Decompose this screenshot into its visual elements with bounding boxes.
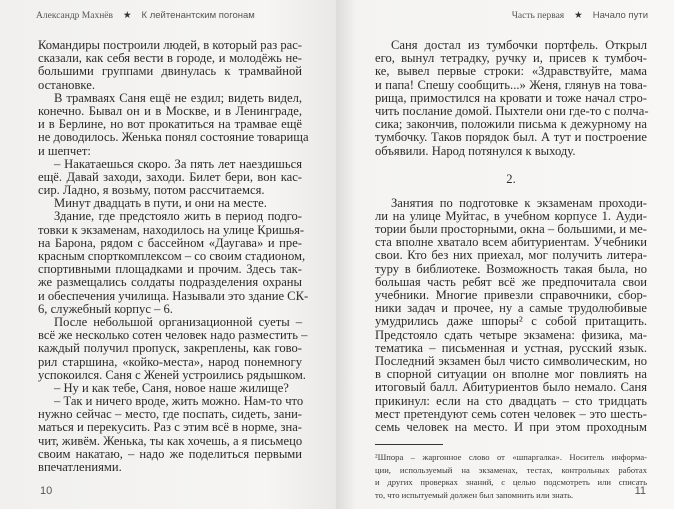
text-line: итоговый балл. Абитуриентов было немало. Саня [375,380,647,395]
running-header-right [512,10,648,21]
text-line: Саня достал из тумбочки портфель. Открыл [391,38,647,52]
text-line: Занятия по подготовке к экзаменам проходи- [391,195,647,210]
text-line: ке, вывел первые строки: «Здравствуйте, мама [375,64,647,79]
text-line: товки к экзаменам, находилось на улице Кришья- [38,222,305,237]
paragraph [38,209,309,316]
text-line: – Так и ничего вроде, жить можно. Нам-то что [54,394,304,409]
text-line: – Ну и как тебе, Саня, новое наше жилище? [54,380,289,395]
text-line: Последний экзамен был чисто символическим, но [375,353,647,368]
text-line: чить послание домой. Пыхтели они где-то с полча- [375,103,649,118]
text-line: семь человек на место. И при этом проходным [375,419,647,434]
text-line: и в Берлине, но вот прокатиться на трамвае ещё [38,117,302,132]
star-separator-icon: ★ [123,10,132,21]
text-line: учебники. Многие привезли справочники, сбор- [375,288,647,302]
paragraph [38,90,309,158]
text-line: всё же несколько сотен человек надо разместить – [38,328,308,343]
text-line: на Барона, рядом с бассейном «Даугава» и пре- [38,235,302,250]
text-line: каждый получил пропуск, закреплены, как гово- [38,341,302,356]
text-line: рища, примостился на кровати и тоже начал стро- [375,90,647,105]
right-page-text [375,39,647,501]
page-number-left: 10 [40,485,53,497]
text-line: объявили. Народ потянулся к выходу. [375,143,576,158]
text-line: в спорной ситуации он вполне мог повлиять на [375,367,647,382]
book-title: К лейтенантским погонам [141,10,255,21]
text-line: умудрились даже шпоры² с собой притащить. [375,314,647,329]
paragraph [38,314,308,382]
text-line: сика; закончив, положили письма к дежурному на [375,117,647,132]
text-line: 6, служебный корпус – 6. [38,301,173,316]
text-line: чит, живём. Женька, ты как хочешь, а я письмецо [38,433,303,448]
section-number: 2. [506,171,516,186]
left-page-text [38,38,309,474]
part-title: Часть первая [511,11,565,21]
text-block-before-section [375,39,647,158]
paragraph [375,197,647,434]
star-separator-icon: ★ [574,10,583,21]
text-line: Командиры построили людей, в который раз рас- [38,38,302,52]
footnote-divider [375,444,443,445]
text-line: мест претендуют семь сотен человек – это шесть- [375,406,647,421]
text-line: тумбочку. Таков порядок был. А тут и построение [375,130,647,145]
footnote-line: ²Шпора – жаргонное слово от «шпаргалка». Носитель информа- [375,452,647,463]
text-line: тории были просторными, окна – большими, и ме- [375,222,647,237]
paragraph [38,39,302,92]
paragraph [38,395,302,474]
text-line: и папа! Спешу сообщить...» Женя, глянув на това- [375,77,647,92]
text-line: В трамваях Саня ещё не ездил; видеть видел, [54,90,302,105]
text-line: остановке. [38,77,95,92]
text-line: Здание, где предстояло жить в период подго- [54,209,302,224]
text-line: конечно. Бывал он и в Москве, и в Ленинграде, [38,103,302,118]
text-block-section-2 [375,197,647,434]
text-line: После небольшой организационной суеты – [54,314,302,329]
right-page [336,0,674,509]
text-line: тематика – письменная и устная, русский язык. [375,340,647,355]
paragraph [375,39,647,158]
footnote [375,451,647,501]
text-line: – Накатаешься скоро. За пять лет наездишься [54,156,302,171]
author-name: Александр Махнёв [36,11,113,21]
text-line: свои. Кто без них приехал, мог получить литера- [375,248,647,263]
text-line: своим накатаю, – надо же поделиться первыми [38,446,302,461]
text-line: сир. Ладно, я возьму, потом рассчитаемся. [38,183,265,198]
text-line: ли на улице Муйтас, в учебном корпусе 1. Ауди- [375,208,647,223]
text-line: ники задач и прочее, ну а самые трудолюбивые [375,301,647,316]
text-line: его, вынул тетрадку, ручку и, присев к тумбоч- [375,51,647,66]
text-line: успокоился. Саня с Женей устроились рядышком. [38,367,306,382]
text-line: и обеспечения училища. Называли это здание СК- [38,288,309,303]
text-line: рил старшина, «койко-места», народ понемногу [38,354,302,369]
text-line: сказали, как себя вести в городе, и молодёжь не- [38,51,302,66]
text-line: спортивными площадками и прочим. Здесь так- [38,262,302,277]
footnote-line: и других проверках знаний, с целью подсмотреть или списать [375,477,647,488]
text-line: впечатлениями. [38,460,122,474]
text-line: маться и перекусить. Раз с этим всё в норме, зна- [38,420,302,435]
text-line: туру в библиотеке. Возможность такая была, но [375,261,647,276]
paragraph [38,158,302,198]
text-line: же размещались солдаты подразделения охраны [38,275,302,290]
running-header-left [36,10,255,21]
text-line: нужно сейчас – место, где поспать, сидеть, зани- [38,407,302,422]
text-line: и шепчет: [38,143,91,158]
chapter-title: Начало пути [592,10,648,21]
text-line: Предстояло сдать четыре экзамена: физика, ма- [375,327,647,342]
text-line: Минут двадцать в пути, и они на месте. [54,196,267,211]
page-number-right: 11 [634,485,646,497]
text-line: большая часть ребят всё же предпочитала свои [375,274,647,289]
text-line: не доводилось. Женька понял состояние товарища [38,130,309,145]
text-line: ещё. Давай заходи, заходи. Билет бери, вон кас- [38,169,302,184]
footnote-line: то, что испытуемый должен был запомнить или знать. [375,489,574,500]
left-page [0,0,336,509]
footnote-line: ции, используемый на экзаменах, тестах, контрольных работах [375,464,647,475]
text-line: ста вполне хватало всем абитуриентам. Учебники [375,235,647,250]
text-line: прикинул: если на сто двадцать – сто тридцать [375,393,647,408]
text-line: красным спорткомплексом – со своим стадионом, [38,249,306,263]
text-line: большими группами двинулась к трамвайной [38,64,302,79]
